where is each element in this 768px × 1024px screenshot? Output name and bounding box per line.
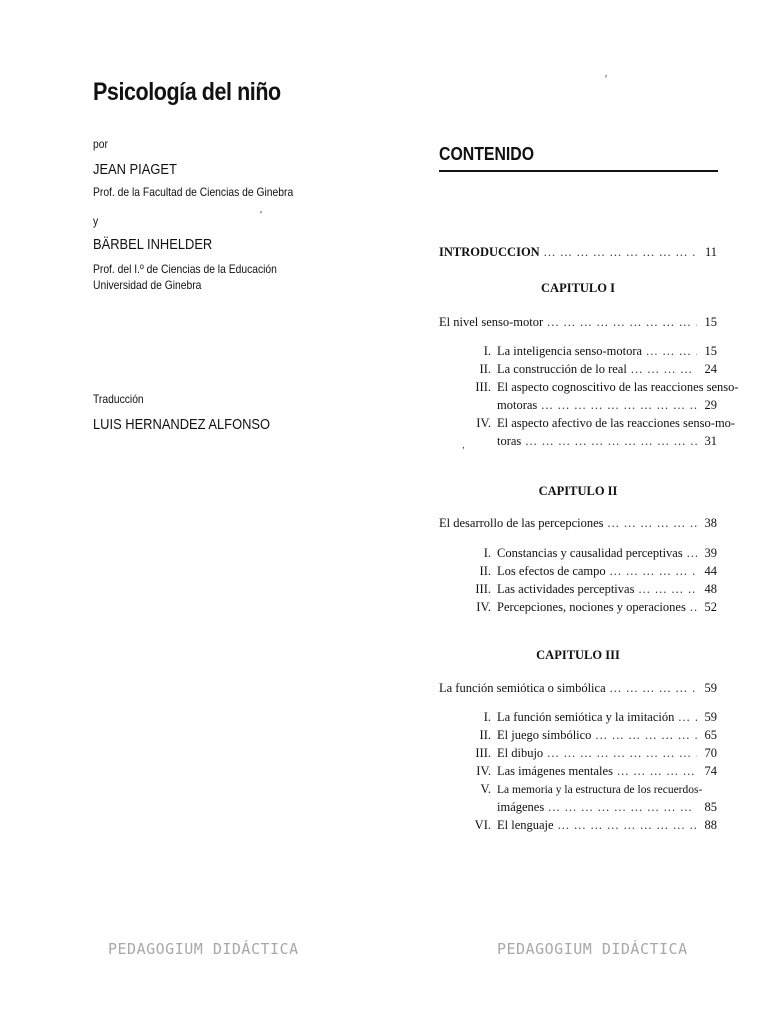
toc-entry-chapter-2[interactable] — [439, 516, 717, 534]
toc-label: imágenes — [497, 800, 545, 814]
toc-label: toras — [497, 434, 522, 448]
chapter-heading-1: CAPITULO I — [541, 281, 615, 295]
author-affiliation-inhelder-line2: Universidad de Ginebra — [93, 278, 202, 292]
toc-section[interactable] — [461, 546, 717, 564]
toc-label: La función semiótica o simbólica — [439, 681, 606, 695]
toc-section[interactable] — [461, 416, 736, 434]
toc-label: El aspecto cognoscitivo de las reacciones senso- — [497, 380, 739, 394]
print-speck: , — [462, 440, 465, 451]
toc-page-number: 24 — [704, 362, 717, 376]
toc-dot-leader — [544, 245, 697, 260]
toc-label: El nivel senso-motor — [439, 315, 544, 329]
toc-section[interactable] — [461, 764, 717, 782]
toc-label: INTRODUCCION — [439, 245, 540, 259]
toc-page-number: 15 — [704, 344, 717, 358]
toc-page-number: 59 — [704, 681, 717, 695]
toc-section[interactable] — [461, 782, 717, 800]
toc-dot-leader — [558, 818, 697, 833]
toc-section[interactable] — [461, 564, 717, 582]
toc-page-number: 11 — [704, 245, 717, 259]
toc-section-number: III. — [475, 582, 491, 596]
toc-section-continuation[interactable] — [461, 800, 717, 818]
toc-dot-leader — [525, 434, 697, 449]
toc-entry-chapter-1[interactable] — [439, 315, 717, 333]
toc-label: El juego simbólico — [497, 728, 592, 742]
toc-page-number: 15 — [704, 315, 717, 329]
toc-section-number: IV. — [476, 600, 491, 614]
toc-section[interactable] — [461, 582, 717, 600]
toc-section-number: III. — [475, 746, 491, 760]
toc-page-number: 44 — [704, 564, 717, 578]
toc-dot-leader — [595, 728, 697, 743]
toc-dot-leader — [608, 516, 697, 531]
toc-label: El dibujo — [497, 746, 544, 760]
toc-section[interactable] — [461, 728, 717, 746]
toc-section-continuation[interactable] — [461, 398, 717, 416]
toc-page-number: 48 — [704, 582, 717, 596]
toc-section-number: II. — [479, 728, 491, 742]
toc-entry-introduction[interactable] — [439, 245, 717, 263]
toc-dot-leader — [631, 362, 697, 377]
toc-page-number: 31 — [704, 434, 717, 448]
conjunction-label: y — [93, 214, 99, 228]
chapter-heading-3: CAPITULO III — [536, 648, 620, 662]
toc-label: Los efectos de campo — [497, 564, 606, 578]
toc-section-number: I. — [483, 546, 491, 560]
toc-section-number: II. — [479, 362, 491, 376]
toc-page-number: 65 — [704, 728, 717, 742]
toc-label: La inteligencia senso-motora — [497, 344, 643, 358]
toc-label: El aspecto afectivo de las reacciones senso-mo- — [497, 416, 736, 430]
toc-section-number: II. — [479, 564, 491, 578]
toc-section[interactable] — [461, 380, 739, 398]
toc-label: Las actividades perceptivas — [497, 582, 635, 596]
book-title: Psicología del niño — [93, 78, 281, 106]
toc-dot-leader — [547, 746, 697, 761]
toc-dot-leader — [617, 764, 697, 779]
toc-dot-leader — [548, 800, 697, 815]
toc-section[interactable] — [461, 818, 717, 836]
toc-dot-leader — [610, 564, 697, 579]
toc-page-number: 38 — [704, 516, 717, 530]
toc-section-number: VI. — [474, 818, 491, 832]
author-affiliation-piaget: Prof. de la Facultad de Ciencias de Ginebra — [93, 185, 294, 199]
toc-section[interactable] — [461, 710, 717, 728]
toc-page-number: 29 — [704, 398, 717, 412]
toc-page-number: 59 — [704, 710, 717, 724]
toc-page-number: 70 — [704, 746, 717, 760]
by-label: por — [93, 137, 108, 151]
toc-section[interactable] — [461, 746, 717, 764]
toc-section-number: V. — [480, 782, 491, 796]
toc-dot-leader — [690, 600, 697, 615]
author-name-piaget: JEAN PIAGET — [93, 161, 177, 178]
toc-dot-leader — [646, 344, 697, 359]
toc-label: La memoria y la estructura de los recuerdos- — [497, 784, 703, 796]
toc-page-number: 85 — [704, 800, 717, 814]
toc-label: La función semiótica y la imitación — [497, 710, 675, 724]
toc-section-number: IV. — [476, 764, 491, 778]
author-affiliation-inhelder-line1: Prof. del I.º de Ciencias de la Educación — [93, 262, 277, 276]
toc-section[interactable] — [461, 600, 717, 618]
contents-heading: CONTENIDO — [439, 144, 535, 164]
print-speck: ′ — [605, 74, 607, 85]
toc-dot-leader — [610, 681, 697, 696]
toc-section-number: III. — [475, 380, 491, 394]
author-name-inhelder: BÄRBEL INHELDER — [93, 236, 213, 253]
toc-dot-leader — [687, 546, 697, 561]
toc-page-number: 88 — [704, 818, 717, 832]
toc-section-continuation[interactable] — [461, 434, 717, 452]
toc-dot-leader — [547, 315, 697, 330]
toc-page-number: 74 — [704, 764, 717, 778]
toc-dot-leader — [678, 710, 697, 725]
toc-section-number: I. — [483, 344, 491, 358]
toc-section-number: IV. — [476, 416, 491, 430]
toc-label: Constancias y causalidad perceptivas — [497, 546, 683, 560]
toc-entry-chapter-3[interactable] — [439, 681, 717, 699]
toc-section-number: I. — [483, 710, 491, 724]
footer-publisher-right: PEDAGOGIUM DIDÁCTICA — [497, 940, 688, 958]
toc-label: El lenguaje — [497, 818, 554, 832]
toc-page-number: 39 — [704, 546, 717, 560]
contents-rule — [439, 170, 718, 172]
toc-label: El desarrollo de las percepciones — [439, 516, 604, 530]
translator-name: LUIS HERNANDEZ ALFONSO — [93, 416, 271, 433]
footer-publisher-left: PEDAGOGIUM DIDÁCTICA — [108, 940, 299, 958]
toc-dot-leader — [638, 582, 697, 597]
toc-label: Percepciones, nociones y operaciones — [497, 600, 686, 614]
toc-page-number: 52 — [704, 600, 717, 614]
toc-section[interactable] — [461, 344, 717, 362]
toc-label: motoras — [497, 398, 538, 412]
chapter-heading-2: CAPITULO II — [538, 484, 618, 498]
print-speck: ′ — [260, 210, 262, 221]
toc-label: La construcción de lo real — [497, 362, 627, 376]
toc-section[interactable] — [461, 362, 717, 380]
translation-label: Traducción — [93, 392, 144, 406]
toc-label: Las imágenes mentales — [497, 764, 613, 778]
toc-dot-leader — [541, 398, 697, 413]
